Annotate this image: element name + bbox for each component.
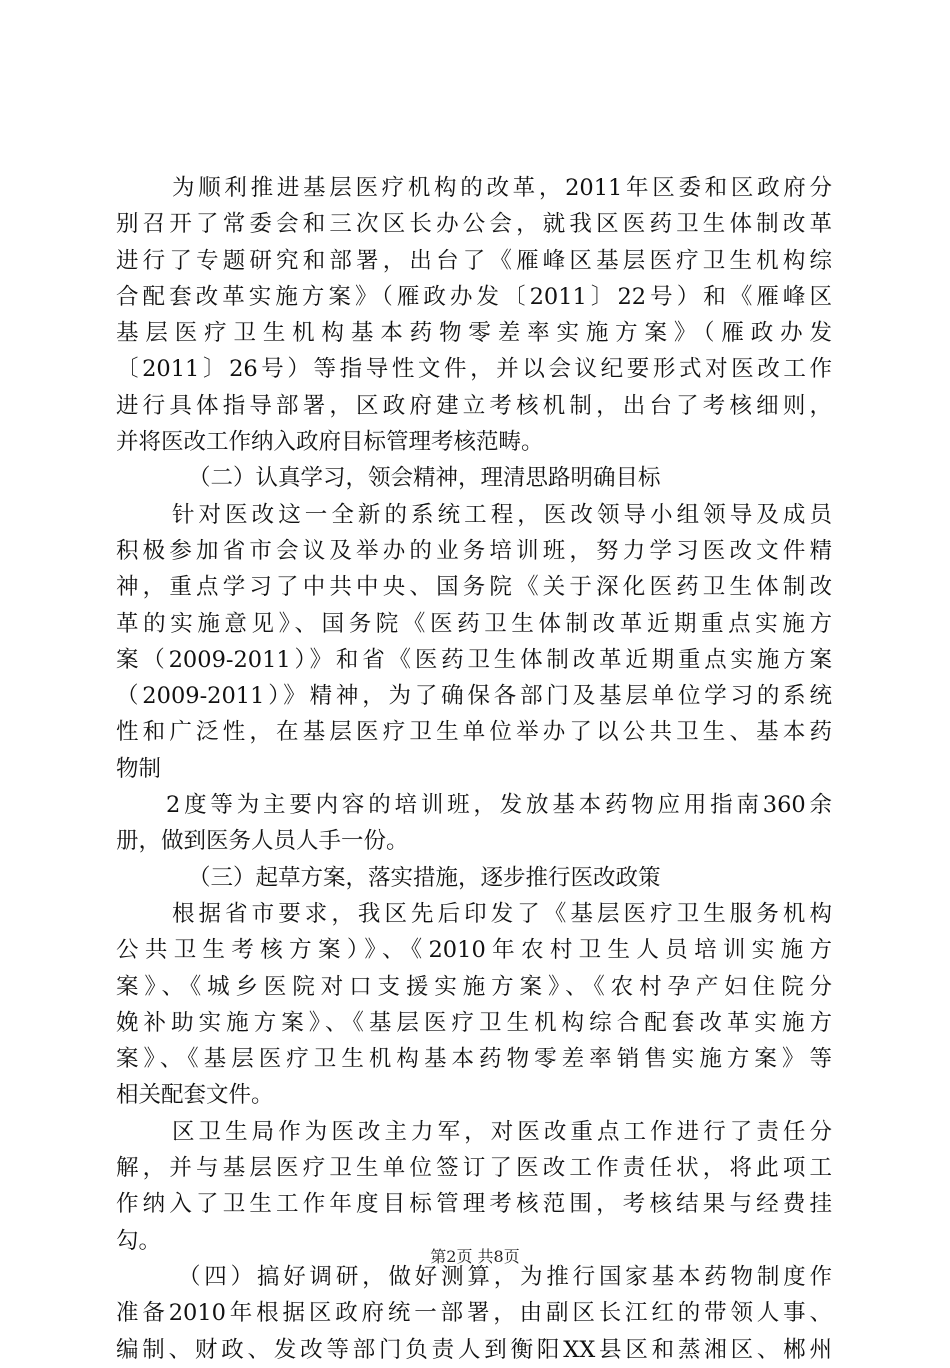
text-line: 案》、《基层医疗卫生机构基本药物零差率销售实施方案》等 — [116, 1046, 832, 1073]
text-line: 相关配套文件。 — [116, 1082, 274, 1109]
text-line: 并将医改工作纳入政府目标管理考核范畴。 — [116, 429, 544, 456]
text-line: 进行了专题研究和部署，出台了《雁峰区基层医疗卫生机构综 — [116, 247, 832, 274]
text-line: 进行具体指导部署，区政府建立考核机制，出台了考核细则， — [116, 392, 832, 419]
text-line: 别召开了常委会和三次区长办公会，就我区医药卫生体制改革 — [116, 211, 832, 238]
text-line: 物制 — [116, 755, 162, 782]
text-line: 勾。 — [116, 1227, 162, 1254]
text-line: 性和广泛性，在基层医疗卫生单位举办了以公共卫生、基本药 — [116, 719, 832, 746]
text-line: 神，重点学习了中共中央、国务院《关于深化医药卫生体制改 — [116, 574, 832, 601]
text-line: 编制、财政、发改等部门负责人到衡阳XX县区和蒸湘区、郴州 — [116, 1336, 832, 1363]
text-line: 根据省市要求，我区先后印发了《基层医疗卫生服务机构 — [172, 900, 832, 927]
text-line: 区卫生局作为医改主力军，对医改重点工作进行了责任分 — [172, 1118, 832, 1145]
text-line: （二）认真学习，领会精神，理清思路明确目标 — [188, 465, 661, 492]
text-line: 针对医改这一全新的系统工程，医改领导小组领导及成员 — [172, 501, 832, 528]
text-line: 合配套改革实施方案》（雁政办发〔2011〕22号）和《雁峰区 — [116, 283, 832, 310]
text-line: 册，做到医务人员人手一份。 — [116, 828, 409, 855]
text-line: （三）起草方案，落实措施，逐步推行医改政策 — [188, 864, 661, 891]
document-body — [116, 170, 832, 1368]
text-line: 案（2009-2011）》和省《医药卫生体制改革近期重点实施方案 — [116, 646, 832, 673]
text-line: 案》、《城乡医院对口支援实施方案》、《农村孕产妇住院分 — [116, 973, 832, 1000]
text-line: 2度等为主要内容的培训班，发放基本药物应用指南360余 — [166, 792, 832, 819]
text-line: 为顺利推进基层医疗机构的改革，2011年区委和区政府分 — [172, 175, 832, 201]
text-line: （四）搞好调研，做好测算，为推行国家基本药物制度作 — [178, 1263, 832, 1290]
text-line: （2009-2011）》精神，为了确保各部门及基层单位学习的系统 — [116, 683, 832, 710]
text-line: 作纳入了卫生工作年度目标管理考核范围，考核结果与经费挂 — [116, 1191, 832, 1218]
text-line: 〔2011〕26号）等指导性文件，并以会议纪要形式对医改工作 — [116, 356, 832, 383]
text-line: 准备2010年根据区政府统一部署，由副区长江红的带领人事、 — [116, 1300, 832, 1327]
page-footer: 第2页 共8页 — [430, 1247, 520, 1266]
text-line: 基层医疗卫生机构基本药物零差率实施方案》（雁政办发 — [116, 320, 832, 347]
text-line: 革的实施意见》、国务院《医药卫生体制改革近期重点实施方 — [116, 610, 832, 637]
text-line: 公共卫生考核方案）》、《2010年农村卫生人员培训实施方 — [116, 937, 832, 964]
text-line: 解，并与基层医疗卫生单位签订了医改工作责任状，将此项工 — [116, 1155, 832, 1182]
text-line: 娩补助实施方案》、《基层医疗卫生机构综合配套改革实施方 — [116, 1009, 832, 1036]
text-line: 积极参加省市会议及举办的业务培训班，努力学习医改文件精 — [116, 537, 832, 564]
